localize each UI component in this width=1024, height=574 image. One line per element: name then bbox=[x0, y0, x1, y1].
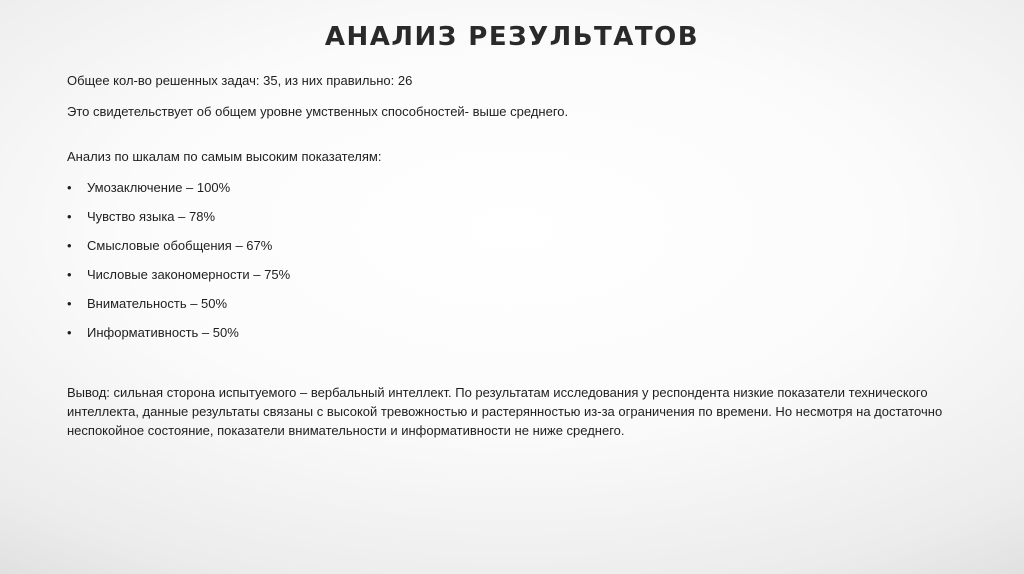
list-item bbox=[67, 295, 957, 324]
list-item bbox=[67, 237, 957, 266]
scale-text: Внимательность – 50% bbox=[87, 296, 228, 311]
ability-level-line: Это свидетельствует об общем уровне умственных способностей- выше среднего. bbox=[67, 104, 569, 119]
bullet-icon: • bbox=[67, 180, 72, 195]
scale-text: Числовые закономерности – 75% bbox=[87, 267, 291, 282]
slide-content bbox=[67, 72, 957, 454]
scale-text: Смысловые обобщения – 67% bbox=[87, 238, 273, 253]
bullet-icon: • bbox=[67, 325, 72, 340]
scale-text: Чувство языка – 78% bbox=[87, 209, 216, 224]
list-item bbox=[67, 324, 957, 353]
scale-text: Умозаключение – 100% bbox=[87, 180, 231, 195]
scales-intro: Анализ по шкалам по самым высоким показателям: bbox=[67, 149, 382, 164]
bullet-icon: • bbox=[67, 267, 72, 282]
bullet-icon: • bbox=[67, 209, 72, 224]
list-item bbox=[67, 179, 957, 208]
bullet-icon: • bbox=[67, 238, 72, 253]
total-tasks-line: Общее кол-во решенных задач: 35, из них правильно: 26 bbox=[67, 73, 413, 88]
scale-text: Информативность – 50% bbox=[87, 325, 239, 340]
bullet-icon: • bbox=[67, 296, 72, 311]
list-item bbox=[67, 266, 957, 295]
scales-list bbox=[67, 179, 957, 353]
conclusion-text: Вывод: сильная сторона испытуемого – вербальный интеллект. По результатам исследования у респондента низкие показатели технического интеллекта, данные результаты связаны с высокой тревожностью и растерянностью из-за ограничения по времени. Но несмотря на достаточно неспокойное состояние, показатели внимательности и информативности не ниже среднего. bbox=[67, 385, 943, 438]
list-item bbox=[67, 208, 957, 237]
slide-title: АНАЛИЗ РЕЗУЛЬТАТОВ bbox=[324, 22, 700, 52]
